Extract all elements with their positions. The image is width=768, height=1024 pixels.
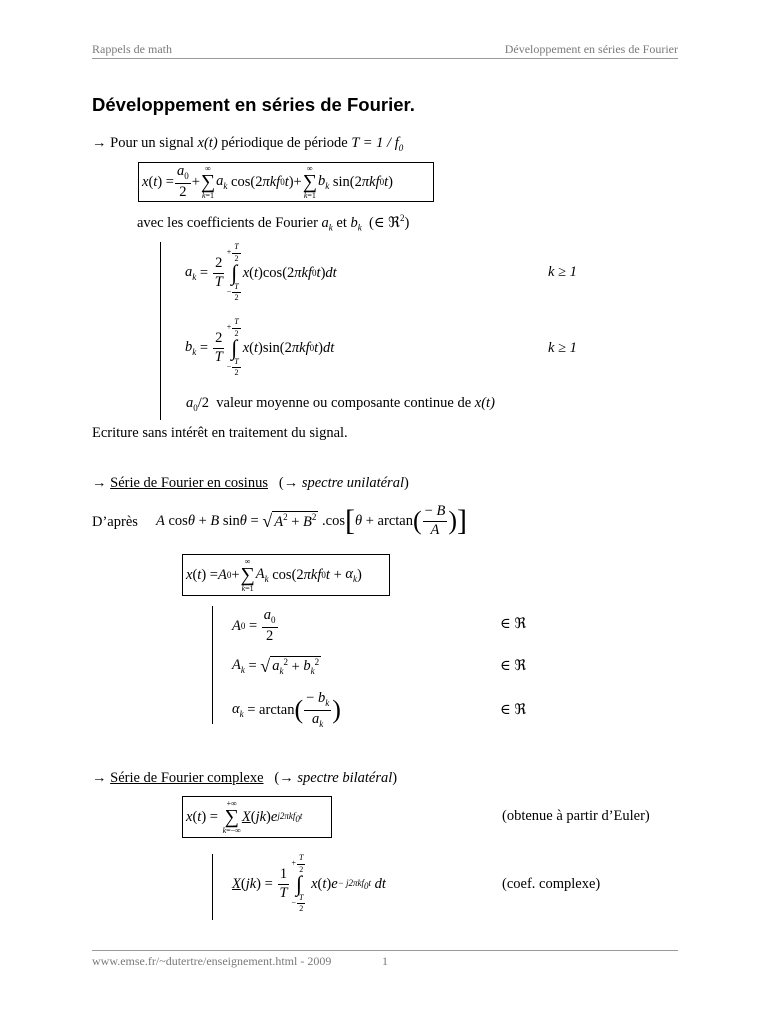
Ak-formula: $A_k$ = √ $a_k^2 + b_k^2$ [232,655,320,677]
A0-membership: ∈ ℜ [500,616,527,632]
page-title: Développement en séries de Fourier. [92,94,415,115]
footer-rule [92,950,678,951]
remark: Ecriture sans intérêt en traitement du signal. [92,425,348,441]
section-cosinus-label: Série de Fourier en cosinus [110,475,268,491]
section-complex-spectre: spectre bilatéral [297,770,393,786]
A0-formula: A 0 = $\frac{a_0}{2}$ [232,607,276,644]
section-cosinus-spectre: spectre unilatéral [301,475,404,491]
a0-note-signal: x(t) [474,395,495,411]
arrow-icon: → [92,770,107,786]
complex-coefficient-formula: X ( jk ) = $\frac{1}{T}$ + $\frac{T}{2}$ ∫ − $\frac{T}{2}$ x ( t ) e − j2πkf$_0$t dt [232,853,386,914]
intro-period: T = 1 / f [351,135,399,151]
a0-note-text: valeur moyenne ou composante continue de [216,395,472,411]
arrow-icon: → [92,475,107,491]
coef-and: et [336,214,347,231]
ak-formula: $a_k$ = $\frac{2}{T}$ + $\frac{T}{2}$ ∫ − $\frac{T}{2}$ x ( t )cos(2 πkf 0 t ) dt [185,242,337,303]
section-complex-heading: → Série de Fourier complexe (→ spectre bilatéral) [92,770,398,786]
coef-ak: a [321,214,329,231]
coef-sup: 2 [400,213,405,223]
ak-condition: k ≥ 1 [548,264,577,280]
a0-note: $a_0/2$ valeur moyenne ou composante continue de x(t) [186,395,495,413]
coef-belongs: (∈ ℜ [369,214,400,231]
alphak-membership: ∈ ℜ [500,702,527,718]
coef-complex-note: (coef. complexe) [502,876,601,892]
header-left: Rappels de math [92,42,172,56]
cosine-coefficients-bracket [212,606,213,724]
arrow-icon: → [92,135,107,151]
coefficients-bracket [160,242,161,420]
intro-text2: périodique de période [221,135,348,151]
header-rule [92,58,678,59]
cosine-series-equation: x ( t ) = A 0 + ∞ ∑ k=1 $A_k$ cos(2 πkf 0 t + $\alpha_k$ ) [182,554,390,596]
section-complex-label: Série de Fourier complexe [110,770,264,786]
coef-text: avec les coefficients de Fourier [137,214,318,231]
intro-period-sub: 0 [398,142,404,153]
complex-series-equation: x ( t ) = +∞ ∑ k=−∞ X ( jk ) e j2πkf$_0$t [182,796,332,838]
intro-line [92,135,403,153]
footer-url: www.emse.fr/~dutertre/enseignement.html - 2009 [92,954,332,968]
fourier-series-equation: x ( t ) = $\frac{a_0}{2}$ + ∞ ∑ k=1 $a_k$ cos(2 πkf 0 t )+ ∞ ∑ k=1 $b_k$ sin(2 πkf 0 t ) [138,162,434,202]
trig-identity: A cos θ + B sin θ = √ $A^2 + B^2$ .cos [ θ + arctan ( $\frac{- B}{A}$ ) ] [156,503,467,538]
alphak-formula: $\alpha_k$ = arctan ( $\frac{- b_k}{a_k}$ ) [232,690,341,729]
bk-formula: $b_k$ = $\frac{2}{T}$ + $\frac{T}{2}$ ∫ − $\frac{T}{2}$ x ( t )sin(2 πkf 0 t ) dt [185,317,335,378]
euler-note: (obtenue à partir d’Euler) [502,808,650,824]
complex-coefficient-bracket [212,854,213,920]
bk-condition: k ≥ 1 [548,340,577,356]
header-right: Développement en séries de Fourier [504,42,678,56]
dapres-label: D’après [92,514,138,530]
page-number: 1 [382,954,388,968]
intro-signal: x(t) [197,135,218,151]
intro-text: Pour un signal [110,135,194,151]
Ak-membership: ∈ ℜ [500,658,527,674]
coefficients-line: avec les coefficients de Fourier $a_k$ et $b_k$ (∈ ℜ$^2$) [137,213,410,233]
section-cosinus-heading: → Série de Fourier en cosinus (→ spectre unilatéral) [92,475,409,491]
coef-bk: b [350,214,358,231]
